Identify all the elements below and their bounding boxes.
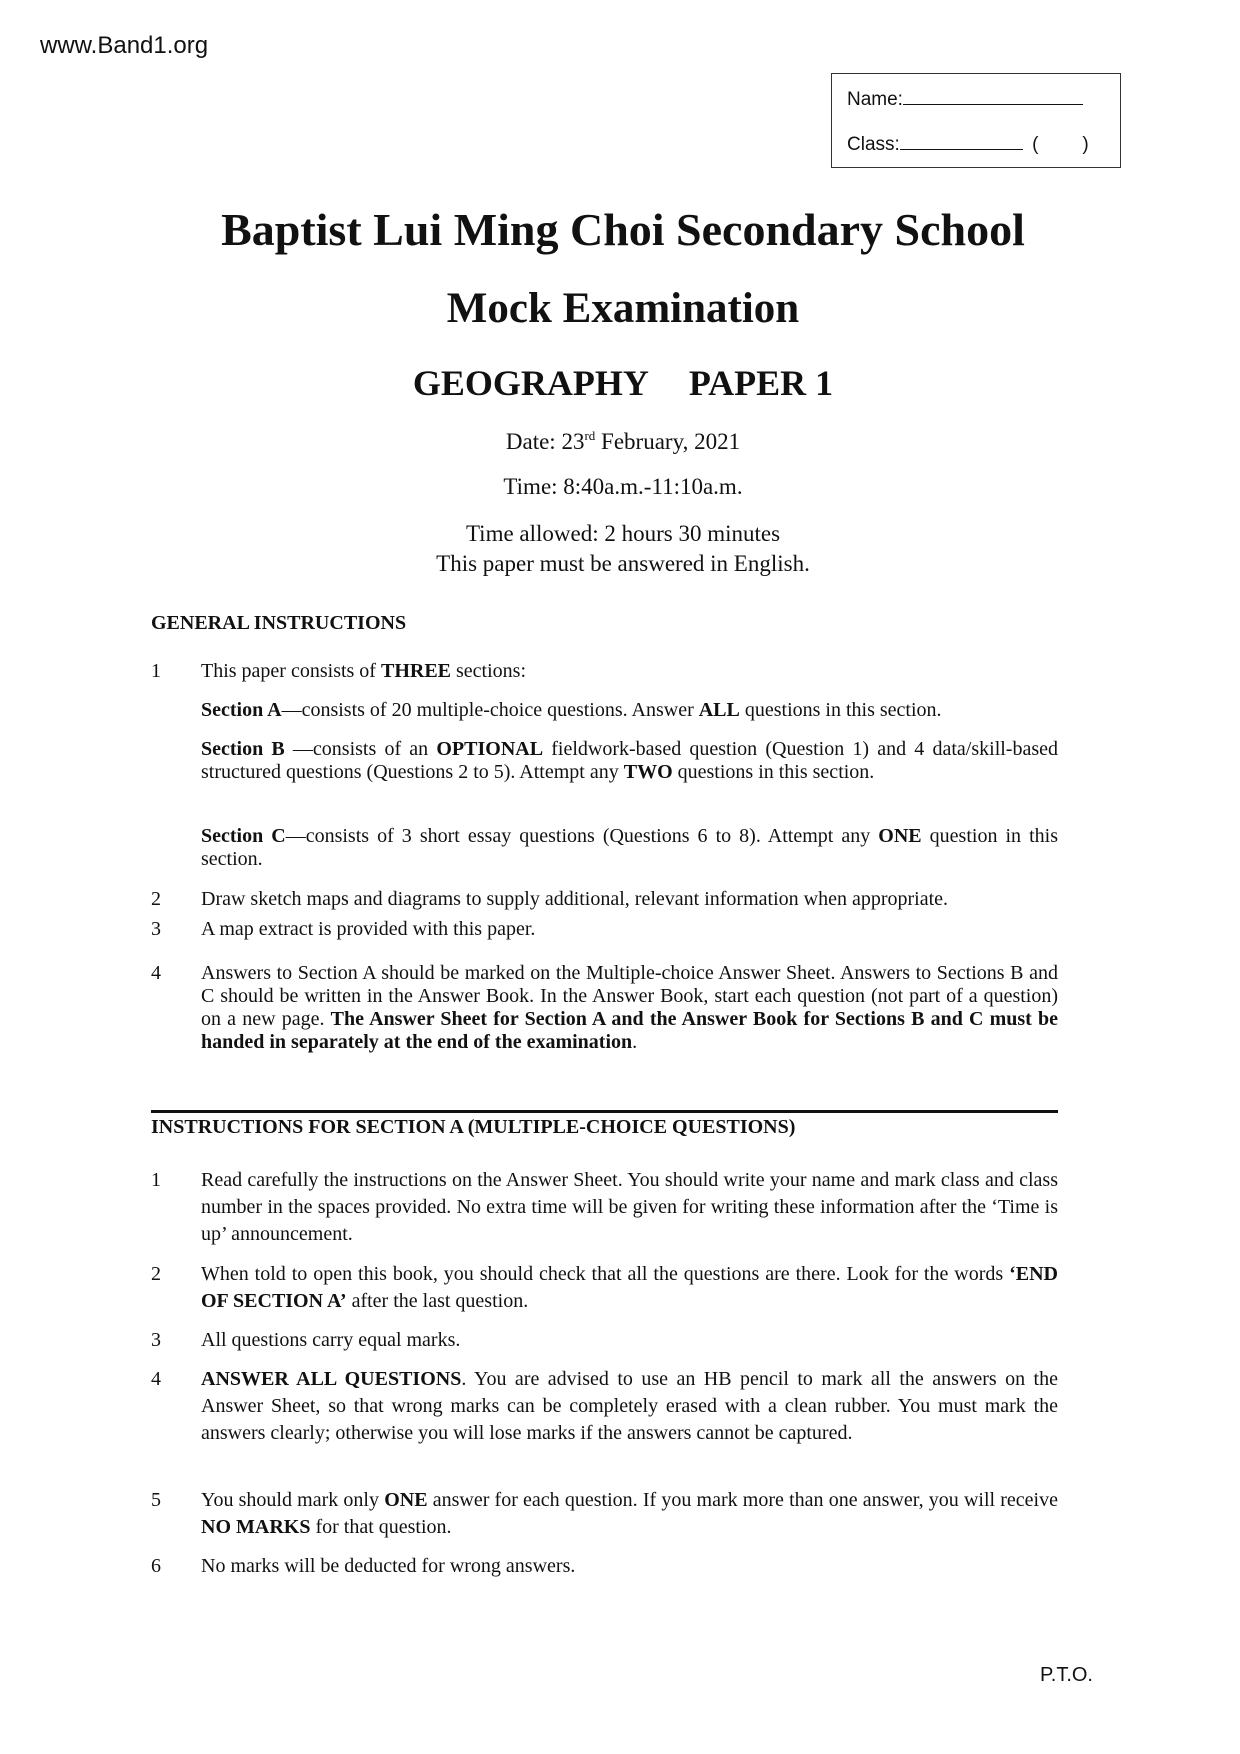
item-number: 1 [151,1169,161,1191]
class-field[interactable] [900,131,1023,150]
exam-date [0,429,1240,455]
name-field[interactable] [903,86,1083,105]
item-text: All questions carry equal marks. [201,1329,461,1351]
bold-text: The Answer Sheet for Section A and the Answer Book for Sections B and C must be handed in separately at the end of the examination [201,1008,1059,1053]
exam-time: Time: 8:40a.m.-11:10a.m. [503,474,743,499]
section-label: Section C [201,825,286,847]
item-number: 4 [151,1368,161,1390]
item-number: 6 [151,1555,161,1577]
item-text [201,738,1058,784]
text: questions in this section. [739,699,942,721]
item-text: No marks will be deducted for wrong answers. [201,1555,576,1577]
item-number: 1 [151,660,161,682]
bold-text: THREE [380,660,452,682]
item-text [201,962,1058,1054]
text: When told to open this book, you should check that all the questions are there. Look for the words [201,1263,1010,1285]
language-note: This paper must be answered in English. [436,551,810,576]
text: fieldwork-based question (Question 1) and 4 data/skill-based structured questions (Questions 2 to 5). Attempt any [201,738,1059,783]
subject: GEOGRAPHY [412,363,649,403]
text: —consists of 20 multiple-choice questions. Answer [281,699,699,721]
text: question in this section. [201,825,1058,870]
item-text [201,699,1058,722]
date-prefix: Date: 23 [505,429,585,454]
item-number: 5 [151,1489,161,1511]
bold-text: ANSWER ALL QUESTIONS [201,1368,462,1390]
text: questions in this section. [672,761,875,783]
text: . You are advised to use an HB pencil to mark all the answers on the Answer Sheet, so that wrong marks can be completely erased with a clean rubber. You must mark the answers clearly; otherwise you will lose marks if the answers cannot be captured. [201,1368,1058,1444]
paper-number: PAPER 1 [688,363,834,403]
name-row [847,86,1083,111]
class-number-close: ) [1082,134,1089,155]
bold-text: NO MARKS [201,1516,311,1538]
student-info-box [831,73,1121,168]
text: after the last question. [346,1290,529,1312]
paper-title [0,362,1240,404]
section-label: Section B [201,738,285,760]
text: —consists of 3 short essay questions (Questions 6 to 8). Attempt any [285,825,879,847]
section-divider [151,1110,1058,1113]
section-label: Section A [201,699,282,721]
general-instructions-heading: GENERAL INSTRUCTIONS [151,612,407,634]
item-text [201,660,1058,683]
class-label: Class: [847,134,900,155]
item-text [201,1261,1058,1315]
watermark-url: www.Band1.org [40,32,209,59]
date-ordinal: rd [584,428,596,443]
bold-text: TWO [623,761,673,783]
bold-text: ONE [384,1489,428,1511]
text: You should mark only [201,1489,385,1511]
item-number: 3 [151,918,161,940]
item-text: A map extract is provided with this paper. [201,918,536,940]
item-number: 2 [151,888,161,910]
exam-title: Mock Examination [446,285,800,332]
bold-text: ONE [878,825,922,847]
text: answer for each question. If you mark more than one answer, you will receive [427,1489,1058,1511]
time-allowed: Time allowed: 2 hours 30 minutes [465,521,781,546]
bold-text: ‘END OF SECTION A’ [201,1263,1058,1312]
text: —consists of an [284,738,437,760]
item-text: Draw sketch maps and diagrams to supply additional, relevant information when appropriate. [201,888,949,910]
item-text [201,1366,1058,1447]
class-number-open: ( [1032,134,1039,155]
item-number: 2 [151,1263,161,1285]
school-name: Baptist Lui Ming Choi Secondary School [221,204,1025,255]
item-number: 3 [151,1329,161,1351]
item-number: 4 [151,962,161,984]
text: . [632,1031,638,1053]
item-text [201,825,1058,871]
name-label: Name: [847,89,903,110]
class-row [847,131,1089,156]
item-text: Read carefully the instructions on the Answer Sheet. You should write your name and mark class and class number in the spaces provided. No extra time will be given for writing these information after the ‘Time is up’ announcement. [201,1169,1058,1245]
text: This paper consists of [201,660,381,682]
item-text [201,1487,1058,1541]
date-suffix: February, 2021 [595,429,741,454]
text: for that question. [310,1516,452,1538]
section-a-instructions-heading: INSTRUCTIONS FOR SECTION A (MULTIPLE-CHOICE QUESTIONS) [151,1116,796,1138]
text: Answers to Section A should be marked on the Multiple-choice Answer Sheet. Answers to Sections B and C should be written in the Answer Book. In the Answer Book, start each question (not part of a question) on a new page. [201,962,1058,1030]
time-allowed-block [0,519,1240,579]
please-turn-over: P.T.O. [1040,1664,1093,1686]
bold-text: ALL [698,699,740,721]
bold-text: OPTIONAL [436,738,544,760]
text: sections: [451,660,527,682]
